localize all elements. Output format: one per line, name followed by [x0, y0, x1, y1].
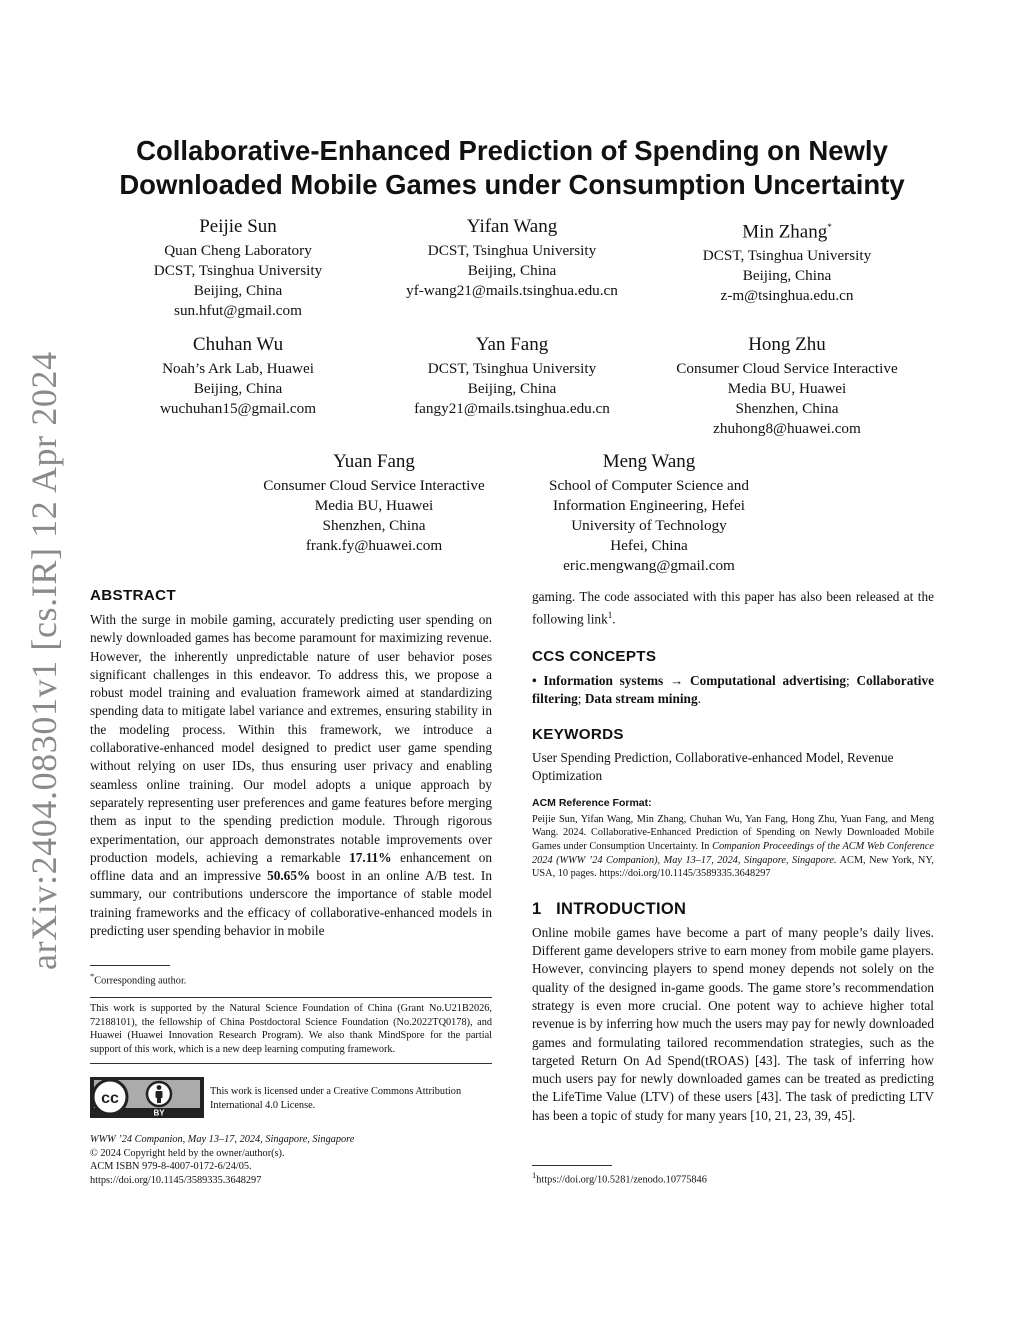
- author-location: Shenzhen, China: [735, 400, 839, 417]
- license-divider: [90, 1063, 492, 1064]
- ccs-bullet: •: [532, 673, 537, 689]
- ccs-term: Information systems: [543, 673, 664, 689]
- author-email[interactable]: wuchuhan15@gmail.com: [159, 400, 317, 417]
- author-email[interactable]: eric.mengwang@gmail.com: [563, 557, 735, 574]
- author-affiliation: Information Engineering, Hefei: [553, 497, 745, 514]
- right-footnote: [532, 1165, 934, 1187]
- corresponding-note: [90, 970, 492, 988]
- by-label: BY: [153, 1108, 165, 1118]
- online-improvement: 50.65%: [267, 868, 311, 884]
- license-text: This work is licensed under a Creative Commons Attribution International 4.0 License.: [210, 1086, 462, 1111]
- abstract-text-c: boost in an online A/B test. In summary, our contributions underscore the importance of stable model training frameworks and the efficacy of collaborative-enhanced models in predicting user spending behavior in mobile: [90, 868, 493, 939]
- acm-reference-text: [532, 813, 934, 881]
- reference-text-a: Peijie Sun, Yifan Wang, Min Zhang, Chuhan Wu, Yan Fang, Hong Zhu, Yuan Fang, and Meng Wang. 2024. Collaborative-Enhanced Prediction of Spending on Newly Downloaded Mobile Games under Consumption Uncertainty. In: [532, 813, 934, 852]
- author-affiliation: DCST, Tsinghua University: [427, 360, 597, 377]
- author-location: Beijing, China: [193, 282, 283, 299]
- arxiv-stamp: arXiv:2404.08301v1 [cs.IR] 12 Apr 2024: [24, 351, 64, 970]
- abstract-text: [90, 611, 492, 940]
- license-text-block: [210, 1085, 496, 1112]
- author-email[interactable]: zhuhong8@huawei.com: [713, 420, 861, 437]
- paper-title: [80, 134, 944, 202]
- author-location: Shenzhen, China: [322, 517, 426, 534]
- author-email[interactable]: yf-wang21@mails.tsinghua.edu.cn: [406, 282, 618, 299]
- abstract-section: [90, 586, 492, 940]
- footnote-rule: [532, 1165, 612, 1166]
- right-column: [532, 588, 934, 1125]
- author-location: Beijing, China: [742, 267, 832, 285]
- acm-reference: [532, 797, 934, 881]
- author-location: Hefei, China: [610, 537, 688, 554]
- acm-reference-heading: ACM Reference Format:: [532, 797, 652, 810]
- ccs-arrow: →: [669, 673, 684, 689]
- author-affiliation: Media BU, Huawei: [727, 380, 847, 397]
- introduction-heading: [532, 899, 934, 919]
- author-affiliation: DCST, Tsinghua University: [427, 242, 597, 259]
- author-block: [637, 216, 937, 306]
- author-email[interactable]: fangy21@mails.tsinghua.edu.cn: [414, 400, 610, 417]
- reference-proceedings: Companion Proceedings of the ACM Web Conference 2024 (WWW ’24 Companion), May 13–17, 2024, Singapore, Singapore.: [532, 840, 934, 866]
- author-name-row: [637, 216, 937, 243]
- author-name: Hong Zhu: [748, 334, 826, 355]
- isbn-line: ACM ISBN 979-8-4007-0172-6/24/05.: [90, 1161, 252, 1173]
- author-affiliation: Media BU, Huawei: [314, 497, 434, 514]
- footnote-ref[interactable]: 1: [607, 610, 613, 621]
- author-affiliation: University of Technology: [571, 517, 727, 534]
- abstract-continued-text: gaming. The code associated with this paper has also been released at the following link: [532, 589, 934, 627]
- author-block: [88, 216, 388, 321]
- keywords-heading: KEYWORDS: [532, 725, 624, 743]
- author-name: Peijie Sun: [199, 216, 277, 237]
- abstract-text-a: With the surge in mobile gaming, accurately predicting user spending on newly downloaded games has become paramount for maximizing revenue. However, the inherently unpredictable nature of user behavior poses significant challenges in this endeavor. To address this, we propose a robust model training and evaluation framework aimed at standardizing spending data to mitigate label variance and extremes, ensuring stability in the modeling process. Within this framework, we introduce a collaborative-enhanced model designed to predict user game spending without relying on user IDs, thus ensuring user privacy and enabling seamless online training. Our model adopts a unique approach by separately representing user preferences and game features before merging them as input to the spending prediction module. Through rigorous experimentation, our approach demonstrates notable improvements over production models, achieving a remarkable: [90, 612, 492, 865]
- abstract-continued: gaming. The code associated with this paper has also been released at the following link$^1$.: [532, 589, 934, 627]
- author-name: Yuan Fang: [333, 451, 415, 472]
- author-email[interactable]: z-m@tsinghua.edu.cn: [720, 287, 854, 305]
- footnote-rule: [90, 965, 170, 966]
- ccs-concepts: • Information systems → Computational advertising; Collaborative filtering; Data stream mining.: [532, 673, 935, 707]
- author-affiliation: Consumer Cloud Service Interactive: [263, 477, 485, 494]
- left-footnotes: [90, 965, 492, 1064]
- author-affiliation: Consumer Cloud Service Interactive: [676, 360, 898, 377]
- ccs-term: Data stream mining: [584, 691, 698, 707]
- footnote-divider: [90, 997, 492, 998]
- author-block: [499, 451, 799, 576]
- title-line-1: Collaborative-Enhanced Prediction of Spending on Newly: [136, 135, 888, 166]
- ccs-term: Computational advertising: [690, 673, 847, 689]
- keywords-text: User Spending Prediction, Collaborative-enhanced Model, Revenue Optimization: [532, 749, 894, 783]
- corresponding-mark: *: [827, 222, 832, 232]
- author-block: [88, 334, 388, 419]
- section-title: INTRODUCTION: [556, 899, 687, 918]
- abstract-text-b: enhancement on offline data and an impressive: [90, 849, 493, 884]
- author-block: [637, 334, 937, 439]
- section-number: 1: [532, 899, 542, 918]
- author-name: Yan Fang: [475, 334, 549, 355]
- venue-line: WWW ’24 Companion, May 13–17, 2024, Singapore, Singapore: [90, 1134, 355, 1145]
- cc-by-badge[interactable]: [90, 1077, 204, 1118]
- introduction-text: Online mobile games have become a part of many people’s daily lives. Different game developers strive to earn money from mobile game players. However, convincing players to spend money depends not solely on the quality of the designed in-game goods. The game store’s recommendation strategy is even more crucial. One potent way to achieve higher total revenue is by inferring how much the users may pay for newly downloaded games and formulating tailored recommendation strategies, such as the targeted Return On Ad Spend(tROAS) [43]. The task of inferring how much users pay for newly downloaded games can be treated as predicting the LifeTime Value (LTV) of these users [43]. The task of predicting LTV has been a topic of study for many years [10, 21, 23, 39, 45].: [532, 924, 934, 1123]
- offline-improvement: 17.11%: [349, 849, 392, 865]
- author-location: Beijing, China: [467, 262, 557, 279]
- author-name: Min Zhang: [742, 221, 828, 243]
- code-link[interactable]: https://doi.org/10.5281/zenodo.10775846: [536, 1174, 707, 1186]
- title-line-2: Downloaded Mobile Games under Consumption Uncertainty: [119, 169, 905, 200]
- author-name: Yifan Wang: [466, 216, 558, 237]
- abstract-heading: ABSTRACT: [90, 587, 176, 604]
- corresponding-note-mark: *: [90, 971, 95, 981]
- copyright-line: © 2024 Copyright held by the owner/author(s).: [90, 1147, 285, 1159]
- author-location: Beijing, China: [467, 380, 557, 397]
- doi-link[interactable]: https://doi.org/10.1145/3589335.3648297: [90, 1174, 262, 1186]
- reference-text-b: ACM, New York, NY, USA, 10 pages. https://doi.org/10.1145/3589335.3648297: [532, 854, 934, 880]
- author-affiliation: Noah’s Ark Lab, Huawei: [162, 360, 314, 377]
- funding-note: This work is supported by the Natural Science Foundation of China (Grant No.U21B2026, 72188101), the fellowship of China Postdoctoral Science Foundation (No.2022TQ0178), and Huawei (Huawei Innovation Research Program). We also thank MindSpore for the partial support of this work, which is a new deep learning computing framework.: [90, 1003, 492, 1055]
- author-name: Meng Wang: [602, 451, 696, 472]
- author-email[interactable]: sun.hfut@gmail.com: [174, 302, 302, 319]
- publication-info: [90, 1133, 492, 1187]
- author-affiliation: Quan Cheng Laboratory: [164, 242, 312, 259]
- author-affiliation: DCST, Tsinghua University: [702, 247, 872, 265]
- ccs-heading: CCS CONCEPTS: [532, 648, 657, 666]
- author-name: Chuhan Wu: [192, 334, 284, 355]
- code-footnote-mark: 1: [532, 1170, 537, 1180]
- author-affiliation: DCST, Tsinghua University: [153, 262, 323, 279]
- author-block: [224, 451, 524, 556]
- cc-icon-label: cc: [101, 1090, 119, 1107]
- corresponding-note-text: Corresponding author.: [94, 975, 187, 987]
- author-block: [362, 334, 662, 419]
- cc-by-graphic: [90, 1077, 204, 1118]
- code-footnote: [532, 1169, 934, 1187]
- author-email[interactable]: frank.fy@huawei.com: [305, 537, 443, 554]
- author-block: [362, 216, 662, 301]
- author-affiliation: School of Computer Science and: [549, 477, 749, 494]
- author-location: Beijing, China: [193, 380, 283, 397]
- ccs-term: Collaborative filtering: [532, 673, 935, 707]
